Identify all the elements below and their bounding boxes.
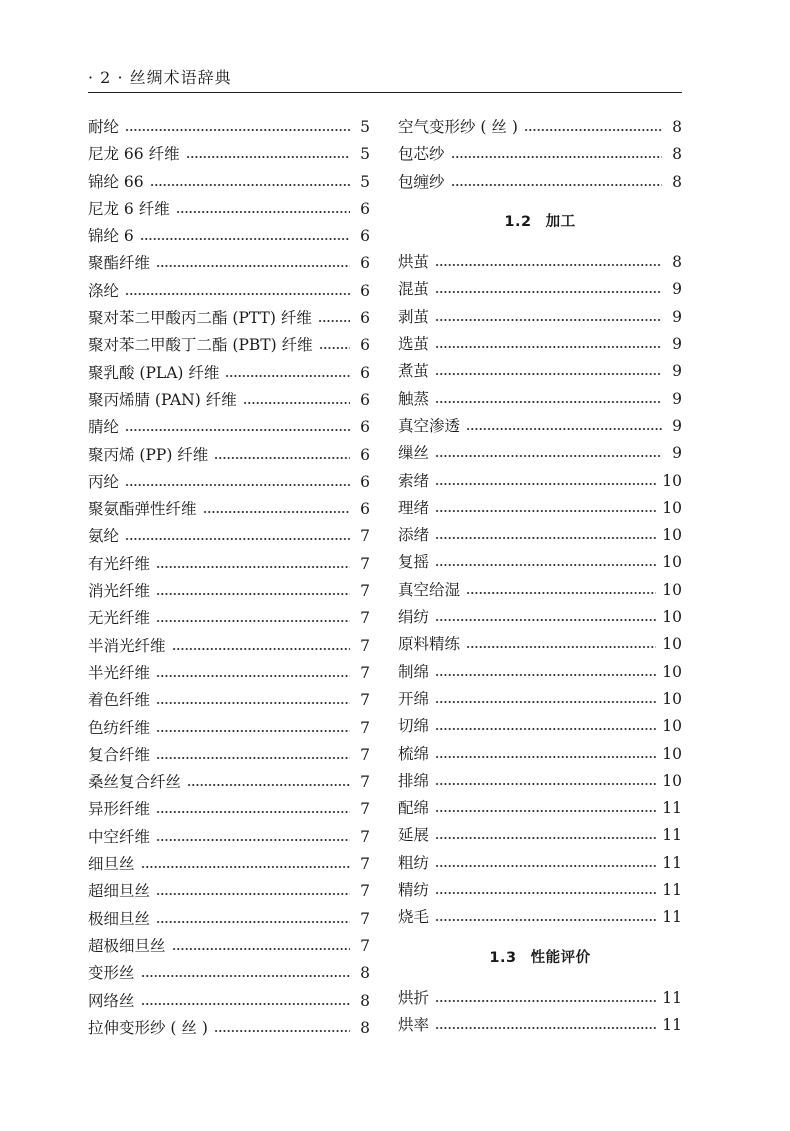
toc-entry[interactable] [398, 631, 682, 658]
toc-entry-label: 烘折 [398, 988, 430, 1007]
dot-leader [319, 346, 350, 350]
toc-entry-label: 聚丙烯 (PP) 纤维 [88, 445, 209, 464]
toc-entry[interactable] [88, 715, 370, 742]
dot-leader [156, 264, 350, 268]
toc-entry-page-number: 6 [360, 199, 370, 218]
dot-leader [172, 947, 350, 951]
toc-entry[interactable] [398, 822, 682, 849]
toc-entry-label: 真空给湿 [398, 580, 461, 599]
toc-entry[interactable] [398, 549, 682, 576]
dot-leader [156, 892, 350, 896]
toc-entry-label: 粗纺 [398, 853, 430, 872]
toc-entry-page-number: 6 [360, 390, 370, 409]
running-header: · 2 · 丝绸术语辞典 [88, 64, 682, 93]
toc-entry-page-number: 7 [360, 582, 370, 601]
dot-leader [435, 509, 656, 513]
toc-entry[interactable] [88, 551, 370, 578]
toc-entry-page-number: 9 [672, 444, 682, 463]
toc-entry-label: 着色纤维 [88, 691, 151, 710]
toc-entry[interactable] [88, 878, 370, 905]
toc-entry[interactable] [398, 114, 682, 141]
toc-entry[interactable] [88, 196, 370, 223]
toc-entry-page-number: 10 [662, 635, 682, 654]
toc-entry[interactable] [88, 960, 370, 987]
dot-leader [435, 999, 656, 1003]
toc-entry[interactable] [398, 304, 682, 331]
dot-leader [150, 183, 350, 187]
dot-leader [243, 401, 350, 405]
dot-leader [156, 756, 350, 760]
toc-entry-page-number: 8 [672, 145, 682, 164]
toc-entry[interactable] [88, 660, 370, 687]
dot-leader [141, 1002, 350, 1006]
dot-leader [435, 1026, 656, 1030]
toc-entry[interactable] [88, 906, 370, 933]
toc-entry-page-number: 9 [672, 335, 682, 354]
toc-entry[interactable] [398, 440, 682, 467]
toc-entry-page-number: 6 [360, 472, 370, 491]
dot-leader [524, 128, 662, 132]
toc-entry-page-number: 10 [662, 553, 682, 572]
dot-leader [140, 237, 350, 241]
toc-entry[interactable] [88, 769, 370, 796]
toc-entry-page-number: 7 [360, 936, 370, 955]
toc-entry-page-number: 8 [672, 172, 682, 191]
toc-entry-label: 触蒸 [398, 389, 430, 408]
toc-entry-page-number: 7 [360, 909, 370, 928]
toc-entry-label: 烘率 [398, 1016, 430, 1035]
dot-leader [451, 183, 662, 187]
toc-entry-label: 聚对苯二甲酸丙二酯 (PTT) 纤维 [88, 309, 312, 328]
toc-entry-label: 聚丙烯腈 (PAN) 纤维 [88, 390, 237, 409]
toc-entry-page-number: 11 [662, 1016, 682, 1035]
dot-leader [172, 647, 350, 651]
toc-entry[interactable] [88, 523, 370, 550]
toc-entry[interactable] [88, 387, 370, 414]
dot-leader [125, 128, 350, 132]
dot-leader [435, 727, 656, 731]
toc-entry-page-number: 8 [360, 1018, 370, 1037]
dot-leader [186, 155, 350, 159]
dot-leader [156, 701, 350, 705]
toc-entry[interactable] [398, 276, 682, 303]
toc-entry[interactable] [88, 250, 370, 277]
toc-entry-page-number: 8 [360, 964, 370, 983]
dot-leader [156, 619, 350, 623]
toc-entry-label: 包芯纱 [398, 145, 445, 164]
toc-entry-label: 烧毛 [398, 908, 430, 927]
toc-entry[interactable] [398, 877, 682, 904]
toc-entry[interactable] [398, 495, 682, 522]
toc-entry-label: 丙纶 [88, 472, 120, 491]
toc-entry-label: 中空纤维 [88, 827, 151, 846]
dot-leader [125, 292, 350, 296]
toc-entry-label: 锦纶 6 [88, 227, 134, 246]
toc-entry-page-number: 10 [662, 471, 682, 490]
dot-leader [435, 454, 662, 458]
toc-entry-page-number: 11 [662, 908, 682, 927]
dot-leader [435, 864, 656, 868]
toc-entry[interactable] [88, 114, 370, 141]
dot-leader [466, 427, 662, 431]
toc-entry[interactable] [398, 741, 682, 768]
dot-leader [435, 318, 662, 322]
toc-entry[interactable] [88, 169, 370, 196]
toc-entry-page-number: 10 [662, 580, 682, 599]
toc-entry-label: 理绪 [398, 498, 430, 517]
dot-leader [435, 673, 656, 677]
dot-leader [176, 210, 350, 214]
dot-leader [187, 783, 350, 787]
toc-entry-label: 桑丝复合纤丝 [88, 773, 182, 792]
toc-entry[interactable] [398, 331, 682, 358]
toc-entry[interactable] [398, 169, 682, 196]
toc-entry-page-number: 11 [662, 881, 682, 900]
toc-entry[interactable] [88, 414, 370, 441]
toc-entry-page-number: 7 [360, 855, 370, 874]
toc-entry-label: 排绵 [398, 771, 430, 790]
dot-leader [125, 428, 350, 432]
toc-entry-page-number: 10 [662, 771, 682, 790]
toc-entry-label: 索绪 [398, 471, 430, 490]
toc-entry[interactable] [88, 360, 370, 387]
toc-entry-page-number: 7 [360, 882, 370, 901]
toc-entry[interactable] [398, 985, 682, 1012]
toc-entry-page-number: 9 [672, 362, 682, 381]
toc-entry-label: 复摇 [398, 553, 430, 572]
toc-entry-label: 变形丝 [88, 964, 135, 983]
toc-entry-label: 包缠纱 [398, 172, 445, 191]
toc-entry-label: 锦纶 66 [88, 172, 144, 191]
toc-entry[interactable] [398, 768, 682, 795]
toc-entry-label: 异形纤维 [88, 800, 151, 819]
toc-entry-label: 精纺 [398, 881, 430, 900]
toc-entry-label: 聚酯纤维 [88, 254, 151, 273]
toc-entry[interactable] [398, 468, 682, 495]
toc-entry-label: 绢纺 [398, 608, 430, 627]
toc-entry-page-number: 8 [672, 253, 682, 272]
toc-entry-page-number: 10 [662, 526, 682, 545]
toc-entry-page-number: 7 [360, 691, 370, 710]
toc-entry-page-number: 11 [662, 988, 682, 1007]
toc-entry-label: 梳绵 [398, 744, 430, 763]
toc-entry-page-number: 8 [672, 118, 682, 136]
toc-entry[interactable] [398, 358, 682, 385]
toc-entry[interactable] [88, 742, 370, 769]
toc-entry-page-number: 7 [360, 773, 370, 792]
toc-entry[interactable] [88, 687, 370, 714]
dot-leader [435, 891, 656, 895]
toc-entry-label: 细旦丝 [88, 855, 135, 874]
dot-leader [435, 755, 656, 759]
toc-entry-label: 制绵 [398, 662, 430, 681]
dot-leader [156, 920, 350, 924]
toc-entry-page-number: 10 [662, 498, 682, 517]
dot-leader [451, 155, 662, 159]
toc-entry-label: 氨纶 [88, 527, 120, 546]
dot-leader [141, 974, 350, 978]
toc-entry-page-number: 7 [360, 827, 370, 846]
toc-entry-page-number: 7 [360, 663, 370, 682]
toc-entry[interactable] [398, 795, 682, 822]
toc-entry-label: 烘茧 [398, 253, 430, 272]
toc-entry-page-number: 7 [360, 800, 370, 819]
toc-entry-label: 选茧 [398, 335, 430, 354]
dot-leader [435, 782, 656, 786]
dot-leader [466, 645, 656, 649]
toc-entry-page-number: 6 [360, 281, 370, 300]
toc-entry-label: 无光纤维 [88, 609, 151, 628]
dot-leader [225, 374, 350, 378]
toc-entry-label: 尼龙 66 纤维 [88, 145, 180, 164]
toc-entry[interactable] [398, 686, 682, 713]
toc-entry-label: 切绵 [398, 717, 430, 736]
toc-entry-page-number: 6 [360, 500, 370, 519]
toc-entry-page-number: 10 [662, 662, 682, 681]
dot-leader [435, 563, 656, 567]
section-heading-1-3 [398, 945, 682, 972]
toc-entry-page-number: 10 [662, 744, 682, 763]
toc-entry-label: 超细旦丝 [88, 882, 151, 901]
toc-entry-page-number: 6 [360, 418, 370, 437]
toc-entry-page-number: 7 [360, 554, 370, 573]
toc-entry[interactable] [398, 1012, 682, 1039]
dot-leader [435, 618, 656, 622]
toc-entry-page-number: 5 [360, 172, 370, 191]
section-heading-1-2 [398, 209, 682, 236]
toc-entry-page-number: 6 [360, 254, 370, 273]
toc-entry[interactable] [88, 305, 370, 332]
toc-entry[interactable] [398, 522, 682, 549]
toc-column-right [398, 114, 682, 1040]
toc-entry-label: 聚乳酸 (PLA) 纤维 [88, 363, 220, 382]
toc-entry-label: 尼龙 6 纤维 [88, 199, 170, 218]
toc-entry-label: 开绵 [398, 689, 430, 708]
dot-leader [435, 400, 662, 404]
dot-leader [435, 918, 656, 922]
toc-entry[interactable] [398, 141, 682, 168]
toc-entry-page-number: 10 [662, 608, 682, 627]
toc-entry-page-number: 7 [360, 527, 370, 546]
dot-leader [125, 483, 350, 487]
toc-entry-label: 煮茧 [398, 362, 430, 381]
toc-entry[interactable] [398, 604, 682, 631]
toc-entry[interactable] [88, 933, 370, 960]
toc-entry-label: 添绪 [398, 526, 430, 545]
toc-entry-page-number: 6 [360, 227, 370, 246]
section-number: 1.2 [504, 213, 532, 230]
toc-entry-label: 空气变形纱 ( 丝 ) [398, 118, 518, 136]
dot-leader [435, 536, 656, 540]
toc-entry-page-number: 6 [360, 363, 370, 382]
toc-entry[interactable] [88, 442, 370, 469]
toc-entry[interactable] [88, 496, 370, 523]
section-title: 性能评价 [530, 949, 591, 966]
dot-leader [141, 865, 350, 869]
toc-entry-page-number: 6 [360, 445, 370, 464]
toc-entry-label: 腈纶 [88, 418, 120, 437]
dot-leader [156, 838, 350, 842]
dot-leader [214, 456, 350, 460]
toc-entry-label: 有光纤维 [88, 554, 151, 573]
toc-entry-page-number: 10 [662, 717, 682, 736]
dot-leader [435, 290, 662, 294]
toc-entry[interactable] [88, 141, 370, 168]
toc-entry[interactable] [398, 577, 682, 604]
dot-leader [466, 591, 656, 595]
toc-entry[interactable] [398, 904, 682, 931]
toc-entry-page-number: 9 [672, 307, 682, 326]
toc-entry-page-number: 7 [360, 636, 370, 655]
toc-entry[interactable] [398, 386, 682, 413]
toc-entry[interactable] [88, 988, 370, 1015]
toc-entry[interactable] [398, 713, 682, 740]
toc-entry-label: 真空渗透 [398, 416, 461, 435]
toc-entry-label: 超极细旦丝 [88, 936, 166, 955]
dot-leader [435, 372, 662, 376]
dot-leader [203, 510, 350, 514]
toc-entry[interactable] [398, 850, 682, 877]
toc-entry-page-number: 10 [662, 689, 682, 708]
toc-entry[interactable] [88, 824, 370, 851]
toc-entry-label: 耐纶 [88, 118, 120, 136]
toc-entry[interactable] [88, 578, 370, 605]
toc-entry[interactable] [88, 223, 370, 250]
toc-entry-page-number: 6 [360, 309, 370, 328]
toc-entry-label: 聚氨酯弹性纤维 [88, 500, 197, 519]
dot-leader [435, 809, 656, 813]
toc-entry-page-number: 9 [672, 416, 682, 435]
toc-entry-label: 半光纤维 [88, 663, 151, 682]
dot-leader [435, 345, 662, 349]
dot-leader [214, 1029, 350, 1033]
dot-leader [125, 537, 350, 541]
dot-leader [156, 810, 350, 814]
toc-entry[interactable] [88, 332, 370, 359]
toc-entry-label: 混茧 [398, 280, 430, 299]
dot-leader [435, 263, 662, 267]
toc-entry-label: 剥茧 [398, 307, 430, 326]
toc-entry-page-number: 8 [360, 991, 370, 1010]
toc-entry[interactable] [88, 605, 370, 632]
toc-entry-label: 色纺纤维 [88, 718, 151, 737]
toc-entry-page-number: 5 [360, 118, 370, 136]
toc-entry-page-number: 7 [360, 609, 370, 628]
dot-leader [318, 319, 350, 323]
toc-entry-page-number: 11 [662, 799, 682, 818]
toc-entry-label: 极细旦丝 [88, 909, 151, 928]
toc-entry[interactable] [88, 469, 370, 496]
dot-leader [435, 482, 656, 486]
toc-entry-label: 复合纤维 [88, 745, 151, 764]
toc-entry-page-number: 7 [360, 745, 370, 764]
toc-entry[interactable] [88, 1015, 370, 1042]
toc-entry-label: 延展 [398, 826, 430, 845]
dot-leader [156, 565, 350, 569]
toc-entry-label: 配绵 [398, 799, 430, 818]
toc-entry[interactable] [398, 659, 682, 686]
dot-leader [435, 700, 656, 704]
toc-entry-label: 涤纶 [88, 281, 120, 300]
toc-entry-label: 聚对苯二甲酸丁二酯 (PBT) 纤维 [88, 336, 313, 355]
toc-entry-page-number: 9 [672, 280, 682, 299]
toc-entry[interactable] [88, 851, 370, 878]
toc-entry-label: 缫丝 [398, 444, 430, 463]
section-number: 1.3 [489, 949, 517, 966]
toc-entry-page-number: 6 [360, 336, 370, 355]
toc-entry-page-number: 5 [360, 145, 370, 164]
dot-leader [156, 592, 350, 596]
toc-entry[interactable] [398, 249, 682, 276]
toc-entry-label: 半消光纤维 [88, 636, 166, 655]
toc-entry-page-number: 11 [662, 853, 682, 872]
toc-entry-label: 网络丝 [88, 991, 135, 1010]
toc-entry-label: 消光纤维 [88, 582, 151, 601]
toc-entry-label: 拉伸变形纱 ( 丝 ) [88, 1018, 208, 1037]
toc-entry-page-number: 7 [360, 718, 370, 737]
dot-leader [156, 729, 350, 733]
toc-column-left [88, 114, 370, 1042]
toc-entry[interactable] [88, 633, 370, 660]
toc-entry-label: 原料精练 [398, 635, 461, 654]
toc-entry-page-number: 11 [662, 826, 682, 845]
section-title: 加工 [545, 213, 576, 230]
toc-entry[interactable] [88, 278, 370, 305]
toc-entry-page-number: 9 [672, 389, 682, 408]
dot-leader [435, 836, 656, 840]
toc-entry[interactable] [88, 796, 370, 823]
toc-entry[interactable] [398, 413, 682, 440]
dot-leader [156, 674, 350, 678]
